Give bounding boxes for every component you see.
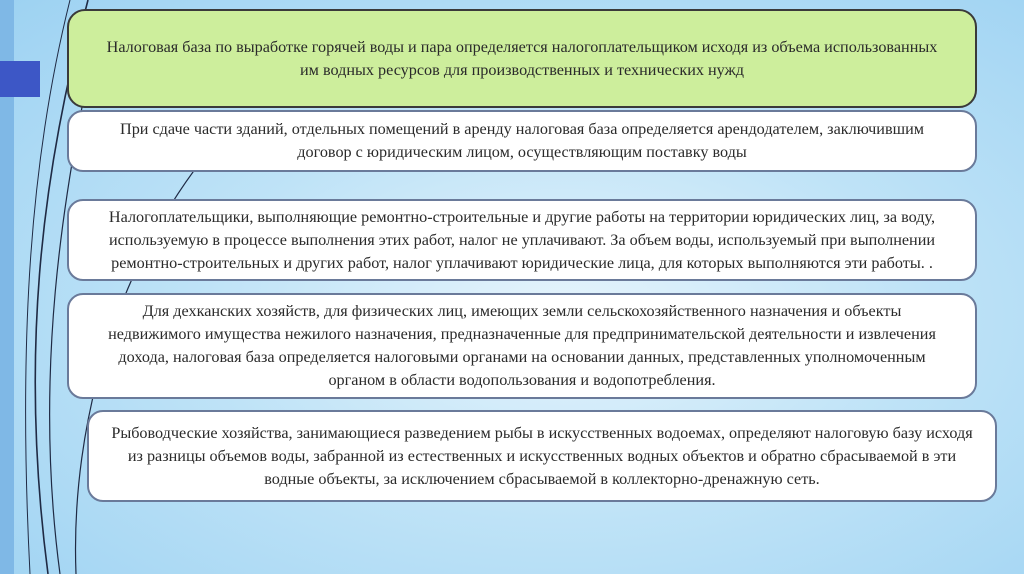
paragraph-text-1: Налоговая база по выработке горячей воды и пара определяется налогоплательщиком исходя из объема использованных им водных ресурсов для производственных и технических нужд [106,37,938,79]
paragraph-text-4: Для дехканских хозяйств, для физических лиц, имеющих земли сельскохозяйственного назначения и объекты недвижимого имущества нежилого назначения, предназначенные для предпринимательской деятельности и извлечения дохода, налоговая база определяется налоговыми органами на основании данных, представленных уполномоченным органом в области водопользования и водопотребления. [108,302,936,389]
paragraph-box-2 [67,110,977,172]
accent-square [0,61,40,97]
paragraph-box-3 [67,199,977,281]
paragraph-text-2: При сдаче части зданий, отдельных помещений в аренду налоговая база определяется арендодателем, заключившим договор с юридическим лицом, осуществляющим поставку воды [120,120,924,161]
paragraph-box-1 [67,9,977,108]
paragraph-box-4 [67,293,977,399]
paragraph-text-3: Налогоплательщики, выполняющие ремонтно-строительные и другие работы на территории юридических лиц, за воду, используемую в процессе выполнения этих работ, налог не уплачивают. За объем воды, используемый при выполнении ремонтно-строительных и других работ, налог уплачивают юридические лица, для которых выполняются эти работы. . [108,207,936,272]
paragraph-box-5 [87,410,997,502]
paragraph-text-5: Рыбоводческие хозяйства, занимающиеся разведением рыбы в искусственных водоемах, определяют налоговую базу исходя из разницы объемов воды, забранной из естественных и искусственных водных объектов и обратно сбрасываемой в эти водные объекты, за исключением сбрасываемой в коллекторно-дренажную сеть. [111,423,973,488]
